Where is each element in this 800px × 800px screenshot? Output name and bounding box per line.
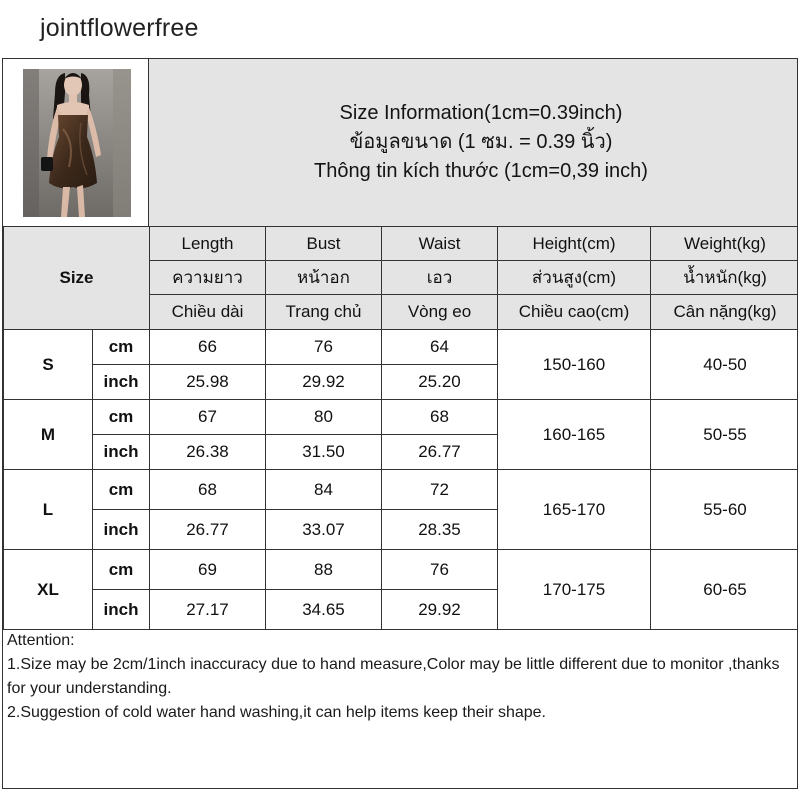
size-label: M: [4, 400, 93, 470]
unit-label: cm: [93, 330, 150, 365]
column-header-weight: Weight(kg): [651, 227, 799, 261]
column-header-height: Height(cm): [498, 227, 651, 261]
waist-inch: 26.77: [382, 435, 498, 470]
unit-label: cm: [93, 400, 150, 435]
weight-range: 40-50: [651, 330, 799, 400]
waist-inch: 29.92: [382, 590, 498, 630]
bust-inch: 34.65: [266, 590, 382, 630]
product-photo: [3, 59, 149, 226]
column-header-waist-vi: Vòng eo: [382, 295, 498, 330]
size-table: [3, 226, 798, 630]
waist-cm: 68: [382, 400, 498, 435]
size-chart: [2, 58, 798, 789]
length-inch: 27.17: [150, 590, 266, 630]
header-line-english: Size Information(1cm=0.39inch): [339, 102, 623, 124]
column-header-weight-vi: Cân nặng(kg): [651, 295, 799, 330]
length-cm: 69: [150, 550, 266, 590]
waist-inch: 28.35: [382, 510, 498, 550]
table-row: [4, 400, 799, 435]
column-header-length: Length: [150, 227, 266, 261]
length-cm: 67: [150, 400, 266, 435]
column-header-weight-thai: น้ำหนัก(kg): [651, 261, 799, 295]
bust-inch: 31.50: [266, 435, 382, 470]
watermark: jointflowerfree: [40, 14, 199, 42]
unit-label: inch: [93, 365, 150, 400]
column-header-length-thai: ความยาว: [150, 261, 266, 295]
bust-cm: 84: [266, 470, 382, 510]
size-label: XL: [4, 550, 93, 630]
bust-cm: 80: [266, 400, 382, 435]
dress-model-illustration: [3, 59, 149, 226]
header-line-vietnamese: Thông tin kích thước (1cm=0,39 inch): [314, 160, 648, 182]
chart-header: [3, 59, 797, 227]
bust-inch: 33.07: [266, 510, 382, 550]
table-row: [4, 550, 799, 590]
size-column-title: Size: [4, 227, 150, 330]
column-header-length-vi: Chiều dài: [150, 295, 266, 330]
unit-label: cm: [93, 550, 150, 590]
length-inch: 26.77: [150, 510, 266, 550]
waist-cm: 76: [382, 550, 498, 590]
height-range: 160-165: [498, 400, 651, 470]
bust-inch: 29.92: [266, 365, 382, 400]
height-range: 165-170: [498, 470, 651, 550]
length-cm: 66: [150, 330, 266, 365]
length-inch: 25.98: [150, 365, 266, 400]
size-information-header: [149, 59, 797, 226]
table-row: [4, 470, 799, 510]
waist-cm: 64: [382, 330, 498, 365]
length-cm: 68: [150, 470, 266, 510]
column-header-waist-thai: เอว: [382, 261, 498, 295]
attention-title: Attention:: [7, 632, 75, 649]
column-header-height-thai: ส่วนสูง(cm): [498, 261, 651, 295]
column-header-bust-vi: Trang chủ: [266, 295, 382, 330]
attention-notes: [7, 629, 789, 725]
unit-label: inch: [93, 435, 150, 470]
weight-range: 60-65: [651, 550, 799, 630]
header-line-thai: ข้อมูลขนาด (1 ซม. = 0.39 นิ้ว): [349, 131, 613, 153]
column-header-height-vi: Chiều cao(cm): [498, 295, 651, 330]
attention-note-1: 1.Size may be 2cm/1inch inaccuracy due to hand measure,Color may be little different due to monitor ,thanks for your understanding.: [7, 656, 780, 697]
unit-label: inch: [93, 590, 150, 630]
waist-inch: 25.20: [382, 365, 498, 400]
column-header-bust-thai: หน้าอก: [266, 261, 382, 295]
length-inch: 26.38: [150, 435, 266, 470]
bust-cm: 76: [266, 330, 382, 365]
height-range: 150-160: [498, 330, 651, 400]
header-row-english: [4, 227, 799, 261]
waist-cm: 72: [382, 470, 498, 510]
weight-range: 50-55: [651, 400, 799, 470]
height-range: 170-175: [498, 550, 651, 630]
attention-note-2: 2.Suggestion of cold water hand washing,it can help items keep their shape.: [7, 704, 546, 721]
weight-range: 55-60: [651, 470, 799, 550]
size-label: S: [4, 330, 93, 400]
unit-label: inch: [93, 510, 150, 550]
bust-cm: 88: [266, 550, 382, 590]
size-label: L: [4, 470, 93, 550]
column-header-waist: Waist: [382, 227, 498, 261]
unit-label: cm: [93, 470, 150, 510]
column-header-bust: Bust: [266, 227, 382, 261]
table-row: [4, 330, 799, 365]
